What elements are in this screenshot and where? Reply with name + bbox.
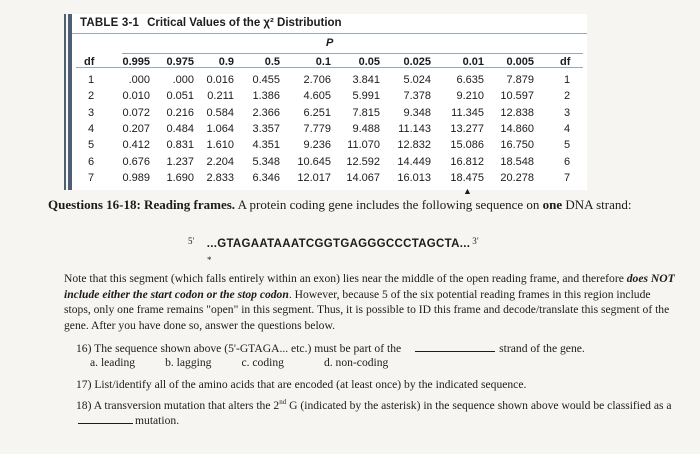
value-cell: 0.412 [122, 139, 150, 152]
asterisk-mark: * [207, 255, 212, 265]
df-cell: 3 [88, 106, 95, 119]
value-cell: 2.833 [206, 171, 234, 184]
q18-sup: nd [279, 398, 287, 406]
value-cell: 3.841 [352, 74, 380, 86]
value-cell: 5.991 [352, 90, 380, 103]
three-prime-label: 3' [472, 236, 479, 246]
value-cell: 9.210 [456, 90, 484, 103]
df-cell-right: 5 [564, 139, 571, 152]
value-cell: 0.010 [122, 90, 150, 103]
df-cell: 6 [88, 155, 95, 168]
value-cell: 14.067 [346, 171, 380, 184]
df-header-right: df [560, 56, 571, 68]
q16-text: 16) The sequence shown above (5'-GTAGA... etc.) must be part of the [76, 342, 402, 355]
value-cell: 9.488 [352, 122, 380, 135]
df-cell-right: 1 [564, 74, 571, 86]
heading-one: one [542, 197, 563, 212]
col-header: 0.05 [358, 56, 380, 68]
value-cell: 6.635 [456, 74, 484, 86]
value-cell: 16.013 [397, 171, 431, 184]
df-cell: 2 [88, 90, 95, 103]
col-header: 0.01 [462, 56, 484, 68]
heading-text-end: DNA strand: [562, 197, 632, 212]
value-cell: 1.386 [252, 90, 280, 103]
value-cell: 7.779 [303, 122, 331, 135]
questions-section [48, 197, 678, 427]
q16-option-a[interactable]: a. leading [90, 356, 136, 369]
value-cell: 9.236 [303, 139, 331, 152]
df-cell: 4 [88, 122, 95, 135]
value-cell: 2.706 [303, 74, 331, 86]
df-header-left: df [84, 56, 95, 68]
value-cell: 0.831 [166, 139, 194, 152]
value-cell: 2.366 [252, 106, 280, 119]
q18-answer-blank[interactable] [78, 413, 133, 424]
value-cell: 1.610 [206, 139, 234, 152]
value-cell: 4.351 [252, 139, 280, 152]
value-cell: 7.879 [506, 74, 534, 86]
value-cell: 12.592 [346, 155, 380, 168]
df-cell-right: 7 [564, 171, 571, 184]
col-header: 0.5 [264, 56, 280, 68]
value-cell: 9.348 [403, 106, 431, 119]
q16-tail: strand of the gene. [499, 342, 585, 355]
question-17: 17) List/identify all of the amino acids that are encoded (at least once) by the indicated sequence. [76, 378, 527, 391]
q16-answer-blank[interactable] [415, 341, 495, 352]
df-cell: 1 [88, 74, 95, 86]
value-cell: 0.484 [166, 122, 194, 135]
col-header: 0.9 [218, 56, 234, 68]
df-cell-right: 4 [564, 122, 571, 135]
value-cell: 5.348 [252, 155, 280, 168]
df-cell: 7 [88, 171, 95, 184]
value-cell: 0.207 [122, 122, 150, 135]
para-text-1: Note that this segment (which falls entirely within an exon) lies near the middle of the open reading frame, and therefore [64, 272, 627, 285]
table-label: TABLE 3-1 [80, 17, 140, 29]
value-cell: 6.346 [252, 171, 280, 184]
value-cell: 14.449 [397, 155, 431, 168]
chi-square-table [68, 14, 587, 197]
value-cell: 4.605 [303, 90, 331, 103]
value-cell: 6.251 [303, 106, 331, 119]
value-cell: 0.584 [206, 106, 234, 119]
p-label: P [326, 37, 334, 49]
df-cell-right: 6 [564, 155, 571, 168]
value-cell: 7.815 [352, 106, 380, 119]
value-cell: .000 [172, 74, 194, 86]
value-cell: 10.645 [297, 155, 331, 168]
questions-heading [48, 197, 678, 213]
col-header: 0.995 [122, 56, 150, 68]
value-cell: 7.378 [403, 90, 431, 103]
col-header: 0.1 [315, 56, 331, 68]
col-header: 0.005 [506, 56, 534, 68]
value-cell: 0.051 [166, 90, 194, 103]
value-cell: 11.070 [347, 139, 380, 152]
value-cell: 1.690 [166, 171, 194, 184]
q18-tail: mutation. [135, 413, 180, 427]
value-cell: 0.016 [206, 74, 234, 86]
value-cell: 0.676 [122, 155, 150, 168]
value-cell: 12.017 [297, 171, 331, 184]
value-cell: 11.345 [451, 106, 484, 119]
value-cell: 16.750 [500, 139, 534, 152]
col-header: 0.975 [166, 56, 194, 68]
value-cell: 1.237 [166, 155, 194, 168]
table-grid [72, 14, 587, 197]
question-18 [76, 395, 696, 428]
value-cell: 1.064 [206, 122, 234, 135]
value-cell: 0.072 [122, 106, 150, 119]
value-cell: 16.812 [450, 155, 484, 168]
heading-text: A protein coding gene includes the following sequence on [235, 197, 543, 212]
heading-bold: Questions 16-18: Reading frames. [48, 197, 236, 212]
value-cell: 15.086 [450, 139, 484, 152]
q18-text-a: 18) A transversion mutation that alters the 2 [76, 398, 280, 412]
value-cell: 11.143 [398, 122, 431, 135]
table-title-text: Critical Values of the χ² Distribution [147, 17, 342, 29]
value-cell: .000 [128, 74, 150, 86]
col-header: 0.025 [403, 56, 431, 68]
q16-option-d[interactable]: d. non-coding [323, 356, 389, 369]
intro-paragraph [64, 271, 676, 333]
para-emphasis: does NOT include either the start codon or the stop codon [64, 272, 675, 301]
value-cell: 2.204 [206, 155, 234, 168]
para-text-2: . However, because 5 of the six potential reading frames in this region include stops, only one frame remains "open" in this segment. Thus, it is possible to ID this frame and decode/translate this segment of the gene. After you have done so, answer the questions below. [64, 287, 670, 332]
cursor-marker-icon: ▲ [463, 186, 472, 197]
value-cell: 12.832 [397, 139, 431, 152]
value-cell: 5.024 [403, 74, 431, 86]
question-16 [76, 341, 676, 370]
value-cell: 0.216 [166, 106, 194, 119]
q16-option-b[interactable]: b. lagging [165, 356, 212, 369]
df-cell-right: 2 [564, 90, 571, 103]
value-cell: 20.278 [500, 171, 534, 184]
value-cell: 18.475 [450, 171, 484, 184]
value-cell: 18.548 [500, 155, 534, 168]
value-cell: 10.597 [500, 90, 534, 103]
five-prime-label: 5' [188, 236, 195, 246]
df-cell-right: 3 [564, 106, 571, 119]
value-cell: 12.838 [500, 106, 534, 119]
sequence-text: ...GTAGAATAAATCGGTGAGGGCCCTAGCTA... [206, 238, 471, 250]
value-cell: 0.455 [252, 74, 280, 86]
value-cell: 0.989 [122, 171, 150, 184]
value-cell: 13.277 [450, 122, 484, 135]
value-cell: 3.357 [252, 122, 280, 135]
value-cell: 0.211 [207, 90, 234, 103]
df-cell: 5 [88, 139, 95, 152]
value-cell: 14.860 [500, 122, 534, 135]
dna-sequence [188, 238, 479, 250]
q16-option-c[interactable]: c. coding [241, 356, 284, 369]
q18-text-b: G (indicated by the asterisk) in the sequence shown above would be classified as a [286, 398, 672, 412]
